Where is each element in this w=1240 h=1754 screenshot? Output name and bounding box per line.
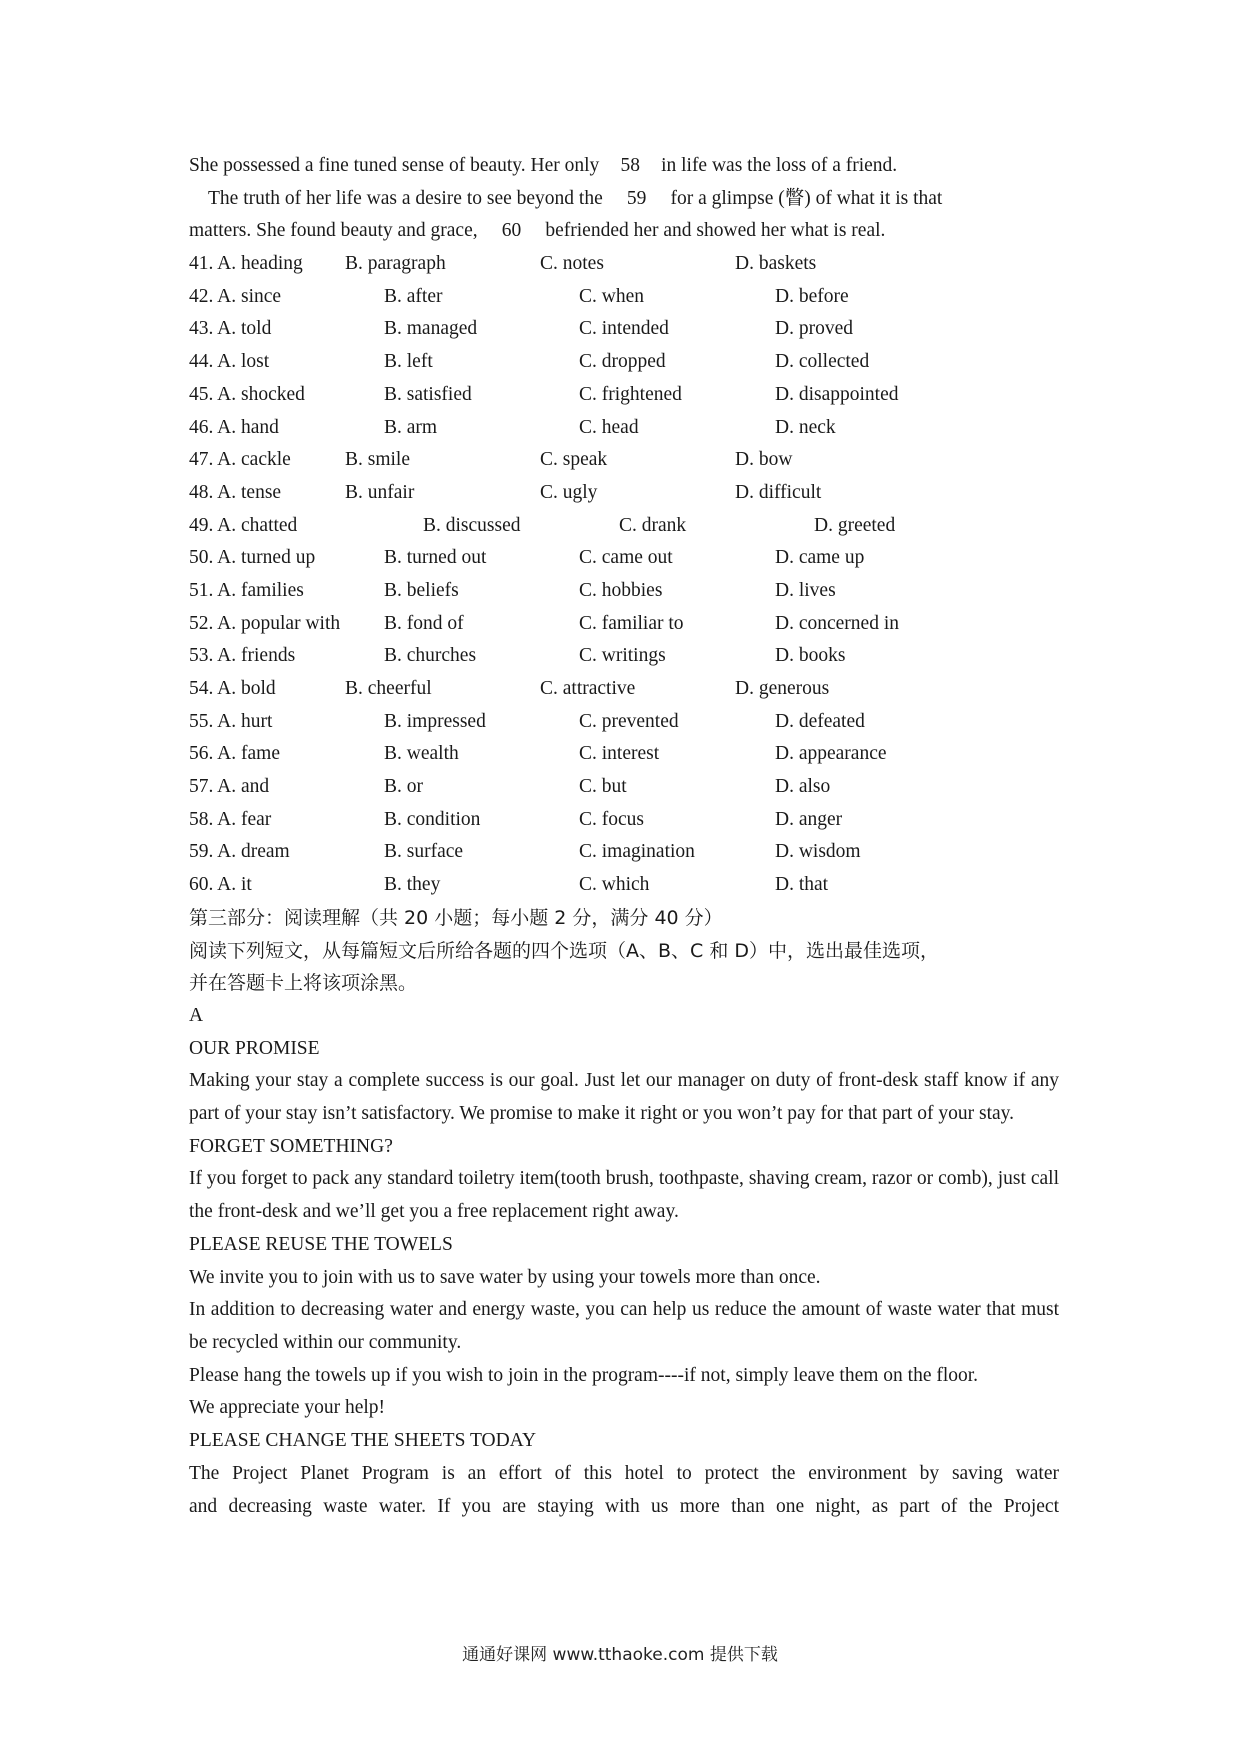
option-d: D. lives (775, 579, 836, 601)
option-c: C. writings (579, 645, 666, 667)
option-row (189, 804, 1059, 837)
blank-number: 58 (620, 155, 640, 176)
text: She possessed a fine tuned sense of beauty. Her only (189, 155, 600, 176)
option-a: 52. A. popular with (189, 612, 341, 634)
option-row (189, 608, 1059, 641)
option-c: C. frightened (579, 383, 682, 405)
notice-heading: PLEASE REUSE THE TOWELS (189, 1233, 453, 1255)
option-row (189, 313, 1059, 346)
option-d: D. came up (775, 547, 865, 569)
text: in life was the loss of a friend. (661, 155, 898, 176)
option-c: C. which (579, 874, 650, 896)
option-a: 48. A. tense (189, 481, 282, 503)
option-d: D. appearance (775, 743, 887, 765)
section-heading: 第三部分：阅读理解（共 20 小题；每小题 2 分，满分 40 分） (189, 906, 723, 929)
option-c: C. head (579, 416, 639, 438)
passage-line (189, 183, 1059, 216)
option-d: D. difficult (735, 481, 822, 503)
option-b: B. surface (384, 841, 464, 863)
paragraph: We invite you to join with us to save water by using your towels more than once. (189, 1266, 821, 1288)
option-d: D. disappointed (775, 383, 899, 405)
notice-heading: OUR PROMISE (189, 1037, 320, 1059)
option-b: B. cheerful (345, 678, 432, 700)
option-c: C. familiar to (579, 612, 684, 634)
option-d: D. also (775, 776, 831, 798)
option-b: B. or (384, 776, 423, 798)
option-a: 49. A. chatted (189, 514, 298, 536)
option-c: C. ugly (540, 481, 598, 503)
option-row (189, 869, 1059, 902)
text: befriended her and showed her what is real. (545, 220, 886, 242)
option-row (189, 444, 1059, 477)
option-a: 53. A. friends (189, 645, 296, 667)
text: The truth of her life was a desire to see beyond the (208, 187, 603, 209)
option-a: 54. A. bold (189, 678, 276, 700)
option-d: D. that (775, 874, 829, 896)
page-footer: 通通好课网 www.tthaoke.com 提供下载 (462, 1645, 778, 1665)
option-row (189, 477, 1059, 510)
option-b: B. left (384, 351, 433, 373)
option-a: 42. A. since (189, 285, 282, 307)
option-b: B. turned out (384, 547, 487, 569)
option-b: B. condition (384, 808, 481, 830)
option-d: D. generous (735, 678, 830, 700)
option-a: 50. A. turned up (189, 547, 316, 569)
option-row (189, 836, 1059, 869)
option-row (189, 640, 1059, 673)
option-row (189, 281, 1059, 314)
option-c: C. when (579, 285, 644, 307)
document-page (189, 150, 1059, 1523)
option-b: B. churches (384, 645, 477, 667)
option-a: 51. A. families (189, 579, 304, 601)
option-row (189, 575, 1059, 608)
option-row (189, 738, 1059, 771)
paragraph: In addition to decreasing water and energy waste, you can help us reduce the amount of waste water that must be recycled within our community. (189, 1299, 1059, 1353)
option-d: D. bow (735, 449, 793, 471)
notice-heading: FORGET SOMETHING? (189, 1135, 393, 1157)
option-c: C. came out (579, 547, 673, 569)
option-row (189, 542, 1059, 575)
option-c: C. speak (540, 449, 608, 471)
option-a: 45. A. shocked (189, 383, 305, 405)
option-a: 58. A. fear (189, 808, 272, 830)
option-d: D. before (775, 285, 849, 307)
option-d: D. baskets (735, 253, 817, 275)
option-b: B. arm (384, 416, 438, 438)
option-b: B. discussed (423, 514, 521, 536)
instructions: 并在答题卡上将该项涂黑。 (189, 972, 418, 995)
paragraph: Please hang the towels up if you wish to join in the program----if not, simply leave them on the floor. (189, 1364, 979, 1386)
paragraph: If you forget to pack any standard toiletry item(tooth brush, toothpaste, shaving cream, razor or comb), just call the front-desk and we’ll get you a free replacement right away. (189, 1168, 1059, 1223)
option-d: D. greeted (814, 514, 896, 536)
option-a: 43. A. told (189, 318, 272, 340)
option-d: D. collected (775, 351, 870, 373)
option-row (189, 771, 1059, 804)
paragraph-line: and decreasing waste water. If you are staying with us more than one night, as part of the Project (189, 1495, 1059, 1517)
option-row (189, 510, 1059, 543)
option-b: B. satisfied (384, 383, 472, 405)
option-b: B. managed (384, 318, 478, 340)
option-d: D. books (775, 645, 846, 667)
option-c: C. hobbies (579, 579, 663, 601)
passage-label: A (189, 1004, 204, 1026)
option-a: 46. A. hand (189, 416, 279, 438)
option-c: C. prevented (579, 710, 679, 732)
option-c: C. imagination (579, 841, 695, 863)
blank-number: 59 (626, 187, 647, 209)
option-b: B. beliefs (384, 579, 459, 601)
paragraph: We appreciate your help! (189, 1397, 386, 1419)
option-b: B. impressed (384, 710, 486, 732)
option-c: C. drank (619, 514, 687, 536)
option-a: 57. A. and (189, 776, 270, 798)
option-a: 55. A. hurt (189, 710, 273, 732)
options-list (189, 248, 1059, 902)
option-a: 44. A. lost (189, 351, 270, 373)
option-row (189, 346, 1059, 379)
option-c: C. but (579, 776, 627, 798)
instructions: 阅读下列短文，从每篇短文后所给各题的四个选项（A、B、C 和 D）中，选出最佳选项， (189, 939, 940, 962)
option-row (189, 673, 1059, 706)
option-d: D. proved (775, 318, 853, 340)
passage-line (189, 215, 1059, 248)
paragraph-line: The Project Planet Program is an effort of this hotel to protect the environment by saving water (189, 1462, 1059, 1484)
option-a: 41. A. heading (189, 253, 303, 275)
option-a: 60. A. it (189, 874, 252, 896)
option-row (189, 379, 1059, 412)
option-d: D. concerned in (775, 612, 899, 634)
option-c: C. dropped (579, 351, 666, 373)
option-d: D. defeated (775, 710, 865, 732)
text: matters. She found beauty and grace, (189, 220, 478, 242)
passage-line (189, 150, 1059, 183)
option-b: B. they (384, 874, 441, 896)
option-c: C. notes (540, 253, 604, 275)
option-b: B. wealth (384, 743, 459, 765)
option-d: D. neck (775, 416, 836, 438)
option-a: 59. A. dream (189, 841, 290, 863)
option-row (189, 248, 1059, 281)
option-row (189, 412, 1059, 445)
notice-heading: PLEASE CHANGE THE SHEETS TODAY (189, 1430, 537, 1452)
option-b: B. unfair (345, 481, 415, 503)
option-c: C. interest (579, 743, 660, 765)
option-c: C. attractive (540, 678, 636, 700)
option-c: C. focus (579, 808, 644, 830)
option-b: B. smile (345, 449, 411, 471)
text: for a glimpse (瞥) of what it is that (670, 187, 943, 209)
option-b: B. fond of (384, 612, 464, 634)
blank-number: 60 (501, 220, 522, 242)
option-d: D. anger (775, 808, 843, 830)
option-d: D. wisdom (775, 841, 861, 863)
paragraph: Making your stay a complete success is our goal. Just let our manager on duty of front-desk staff know if any part of your stay isn’t satisfactory. We promise to make it right or you won’t pay for that part of your stay. (189, 1070, 1059, 1125)
option-row (189, 706, 1059, 739)
option-c: C. intended (579, 318, 669, 340)
option-a: 56. A. fame (189, 743, 280, 765)
option-a: 47. A. cackle (189, 449, 291, 471)
option-b: B. paragraph (345, 253, 446, 275)
option-b: B. after (384, 285, 443, 307)
